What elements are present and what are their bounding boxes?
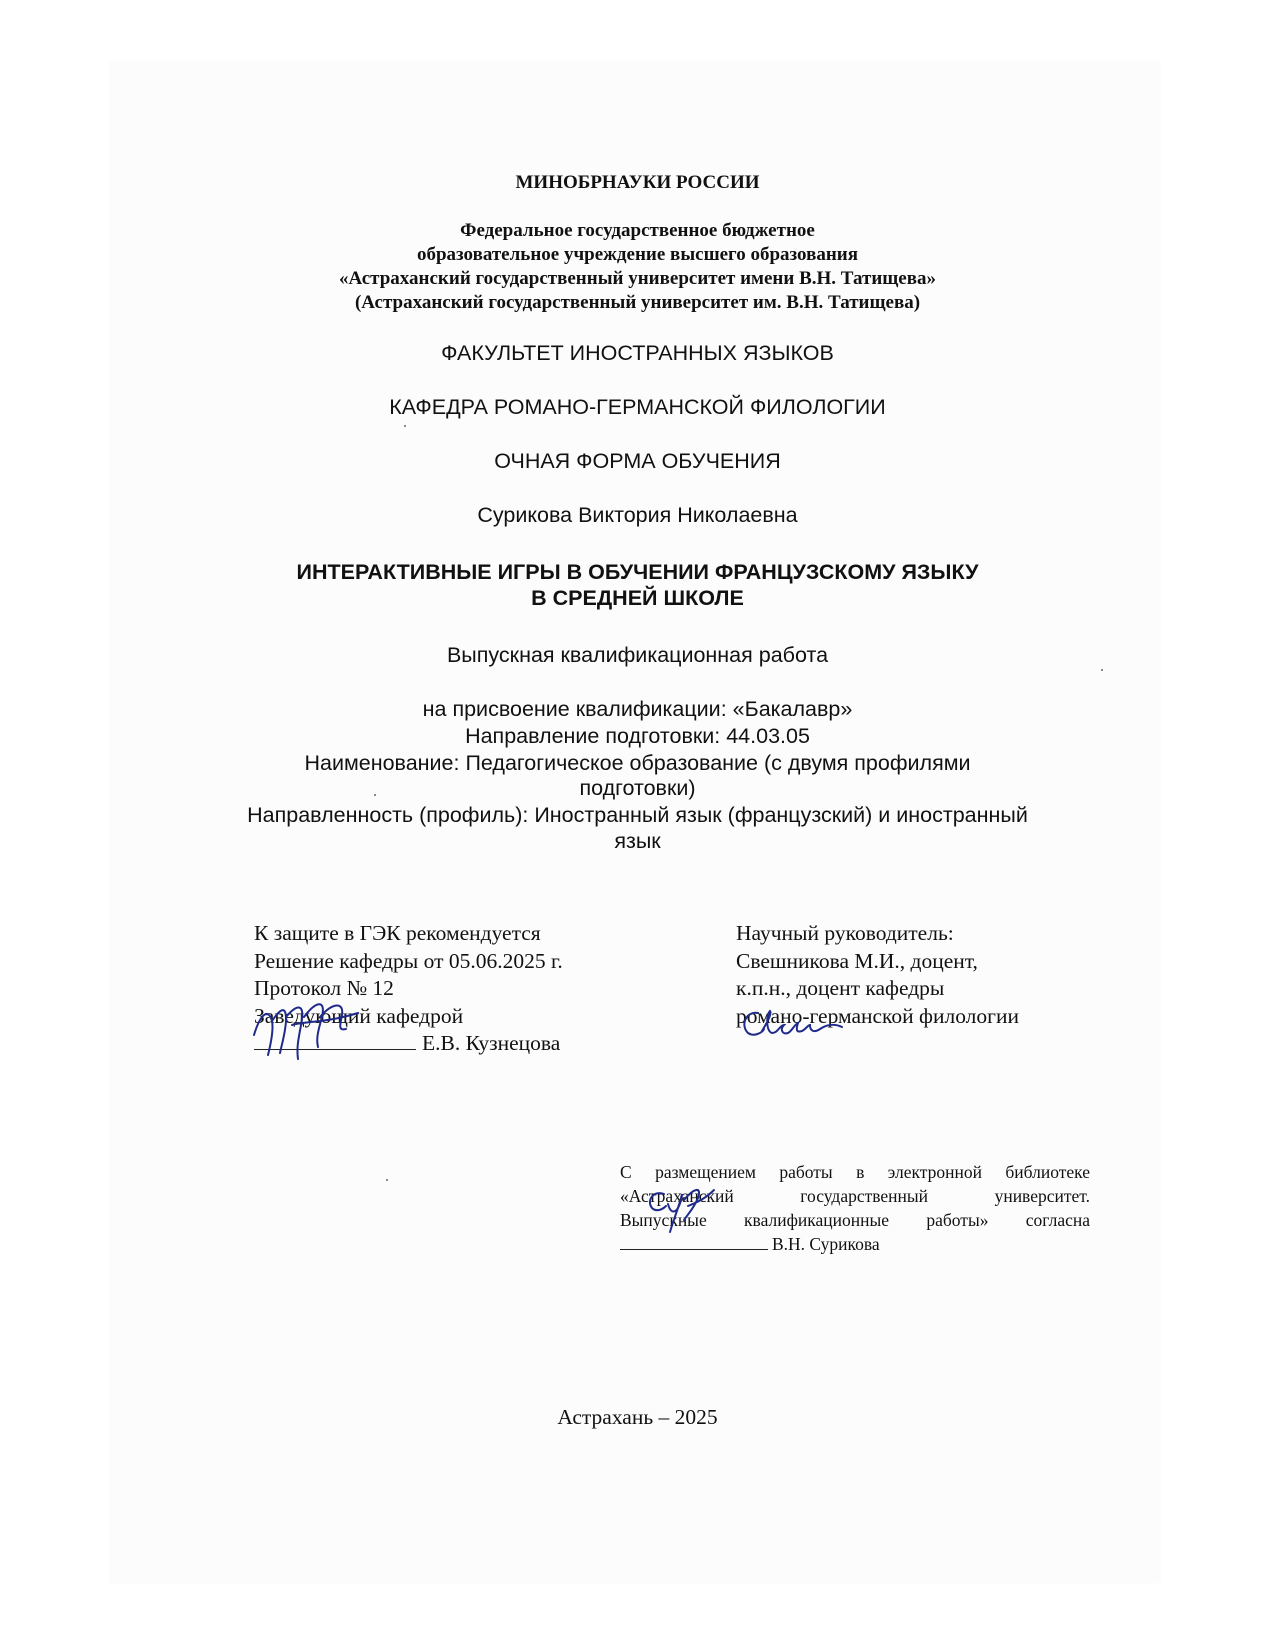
institution-line-2: образовательное учреждение высшего образования	[416, 244, 859, 265]
scan-speck	[404, 425, 406, 427]
scan-speck	[386, 1179, 388, 1181]
program-code-line: Направление подготовки: 44.03.05	[465, 724, 810, 748]
department-name: КАФЕДРА РОМАНО-ГЕРМАНСКОЙ ФИЛОЛОГИИ	[389, 395, 886, 419]
scan-speck	[1101, 669, 1103, 671]
supervisor-line-4: романо-германской филологии	[736, 1003, 1019, 1028]
ministry-name: МИНОБРНАУКИ РОССИИ	[515, 172, 760, 193]
consent-signer-name: В.Н. Сурикова	[772, 1234, 880, 1254]
thesis-title-line-2: В СРЕДНЕЙ ШКОЛЕ	[531, 586, 744, 610]
supervisor-block	[736, 920, 1019, 1030]
consent-line-1: С размещением работы в электронной библиотеке	[620, 1162, 1090, 1182]
head-name: Е.В. Кузнецова	[422, 1031, 561, 1055]
profile-line-2: язык	[614, 829, 661, 853]
defense-line-3: Протокол № 12	[254, 976, 394, 1000]
faculty-name: ФАКУЛЬТЕТ ИНОСТРАННЫХ ЯЗЫКОВ	[441, 341, 834, 365]
institution-line-3: «Астраханский государственный университет имени В.Н. Татищева»	[338, 268, 936, 289]
program-name-line-2: подготовки)	[579, 776, 696, 800]
thesis-title-line-1: ИНТЕРАКТИВНЫЕ ИГРЫ В ОБУЧЕНИИ ФРАНЦУЗСКОМУ ЯЗЫКУ	[296, 560, 979, 584]
author-name: Сурикова Виктория Николаевна	[477, 503, 798, 527]
defense-line-4: Заведующий кафедрой	[254, 1003, 464, 1028]
supervisor-line-1: Научный руководитель:	[736, 921, 954, 945]
work-type: Выпускная квалификационная работа	[446, 643, 829, 667]
defense-block	[254, 920, 563, 1058]
supervisor-line-2: Свешникова М.И., доцент,	[736, 948, 978, 973]
city-year: Астрахань – 2025	[557, 1405, 718, 1429]
study-form: ОЧНАЯ ФОРМА ОБУЧЕНИЯ	[494, 449, 781, 473]
head-signature-row	[254, 1030, 563, 1058]
scan-speck	[374, 794, 376, 796]
consent-signature-row	[620, 1232, 1090, 1256]
consent-line-2: «Астраханский государственный университет.	[620, 1186, 1090, 1206]
library-consent-block	[620, 1160, 1090, 1256]
consent-signature-line	[620, 1234, 768, 1250]
program-name-line-1: Наименование: Педагогическое образование (с двумя профилями	[304, 751, 971, 775]
supervisor-line-3: к.п.н., доцент кафедры	[736, 976, 945, 1000]
defense-line-2: Решение кафедры от 05.06.2025 г.	[254, 948, 563, 973]
institution-line-1: Федеральное государственное бюджетное	[460, 220, 815, 241]
institution-line-4: (Астраханский государственный университет им. В.Н. Татищева)	[354, 292, 921, 313]
defense-line-1: К защите в ГЭК рекомендуется	[254, 921, 541, 945]
profile-line-1: Направленность (профиль): Иностранный язык (французский) и иностранный	[247, 803, 1028, 827]
head-signature-line	[254, 1031, 416, 1050]
consent-line-3: Выпускные квалификационные работы» согласна	[620, 1210, 1090, 1230]
qualification-line: на присвоение квалификации: «Бакалавр»	[422, 697, 853, 721]
